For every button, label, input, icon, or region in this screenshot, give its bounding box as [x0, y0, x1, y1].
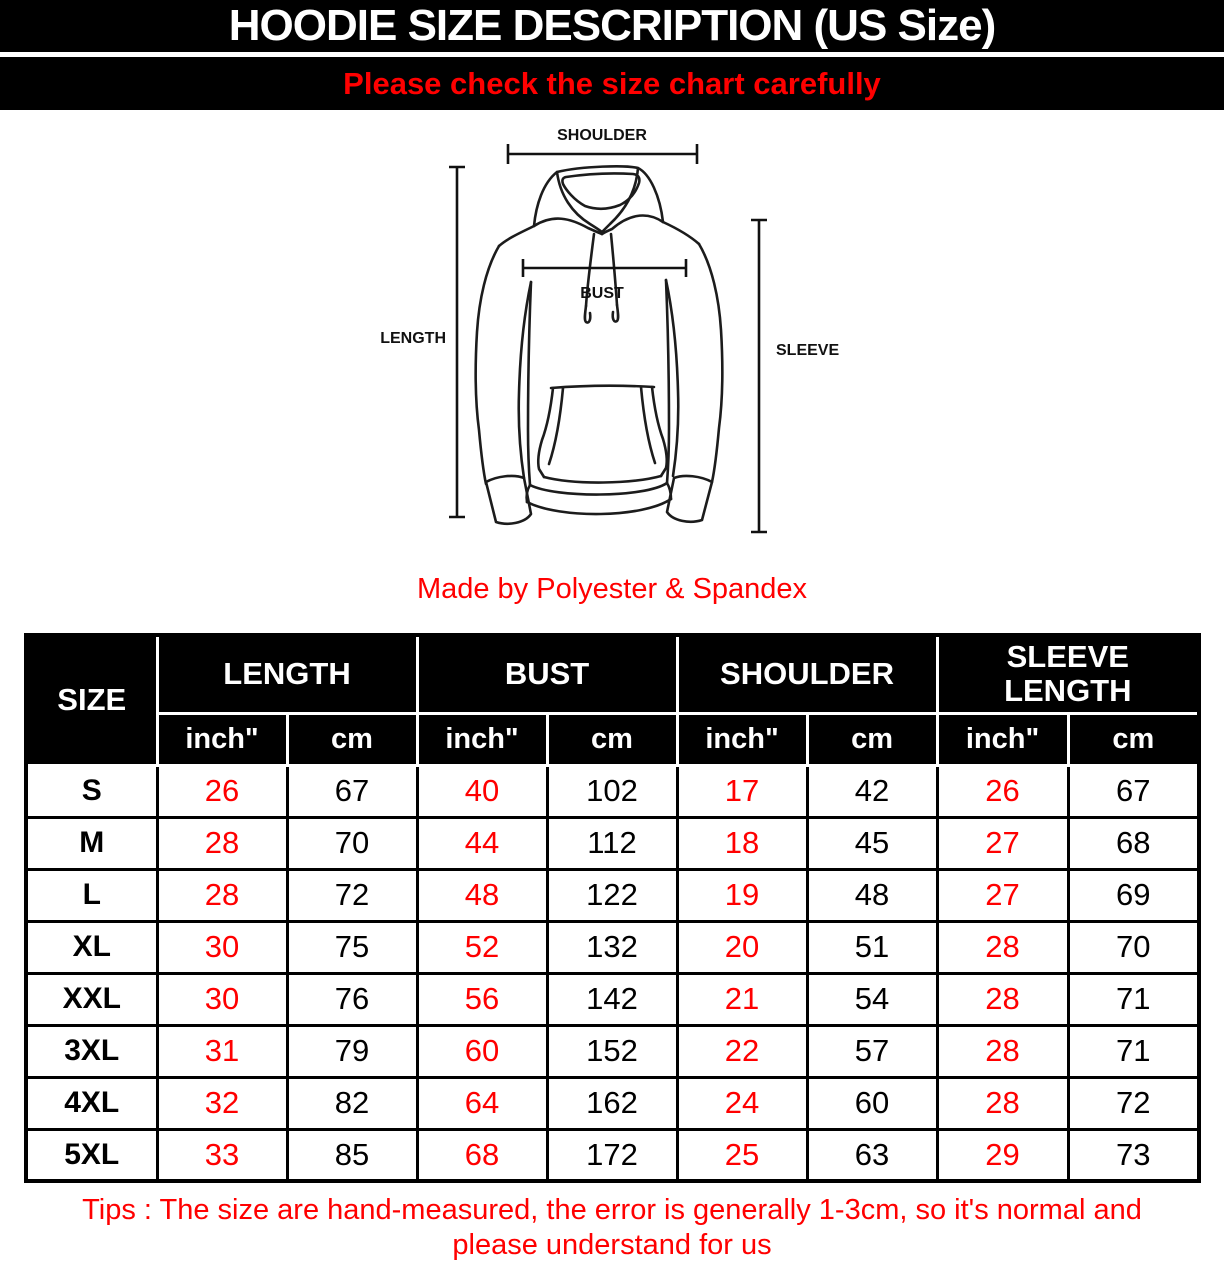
inch-value-cell: 25 [677, 1129, 807, 1181]
inch-value-cell: 44 [417, 817, 547, 869]
inch-value-cell: 52 [417, 921, 547, 973]
page-title-text: HOODIE SIZE DESCRIPTION (US Size) [228, 1, 996, 50]
table-row [26, 765, 1199, 817]
size-cell: S [26, 765, 157, 817]
col-header-sleeve-length: SLEEVE LENGTH [937, 635, 1199, 713]
sleeve-measure-line [751, 220, 767, 532]
table-row [26, 1129, 1199, 1181]
col-header-length: LENGTH [157, 635, 417, 713]
cm-value-cell: 69 [1068, 869, 1199, 921]
inch-value-cell: 68 [417, 1129, 547, 1181]
inch-value-cell: 28 [157, 869, 287, 921]
size-cell: 5XL [26, 1129, 157, 1181]
inch-value-cell: 20 [677, 921, 807, 973]
table-row [26, 973, 1199, 1025]
size-cell: L [26, 869, 157, 921]
unit-header: cm [547, 713, 677, 765]
cm-value-cell: 73 [1068, 1129, 1199, 1181]
inch-value-cell: 40 [417, 765, 547, 817]
inch-value-cell: 30 [157, 921, 287, 973]
cm-value-cell: 76 [287, 973, 417, 1025]
inch-value-cell: 21 [677, 973, 807, 1025]
measurement-lines [449, 144, 767, 532]
page-title [0, 0, 1224, 57]
size-table-head [26, 635, 1199, 765]
inch-value-cell: 48 [417, 869, 547, 921]
cm-value-cell: 172 [547, 1129, 677, 1181]
inch-value-cell: 26 [157, 765, 287, 817]
group-header-row [26, 635, 1199, 713]
inch-value-cell: 19 [677, 869, 807, 921]
inch-value-cell: 24 [677, 1077, 807, 1129]
col-header-bust: BUST [417, 635, 677, 713]
bust-label: BUST [580, 285, 624, 302]
page-subtitle-text: Please check the size chart carefully [343, 65, 881, 101]
unit-header: cm [287, 713, 417, 765]
cm-value-cell: 72 [1068, 1077, 1199, 1129]
cm-value-cell: 72 [287, 869, 417, 921]
size-chart-table [24, 633, 1201, 1183]
cm-value-cell: 142 [547, 973, 677, 1025]
size-cell: XXL [26, 973, 157, 1025]
cm-value-cell: 162 [547, 1077, 677, 1129]
inch-value-cell: 22 [677, 1025, 807, 1077]
inch-value-cell: 56 [417, 973, 547, 1025]
unit-header: cm [1068, 713, 1199, 765]
cm-value-cell: 112 [547, 817, 677, 869]
cm-value-cell: 70 [287, 817, 417, 869]
cm-value-cell: 67 [1068, 765, 1199, 817]
inch-value-cell: 26 [937, 765, 1068, 817]
hoodie-line-art [476, 166, 723, 523]
inch-value-cell: 32 [157, 1077, 287, 1129]
unit-header: inch" [157, 713, 287, 765]
col-header-shoulder: SHOULDER [677, 635, 937, 713]
table-row [26, 869, 1199, 921]
cm-value-cell: 51 [807, 921, 937, 973]
inch-value-cell: 17 [677, 765, 807, 817]
cm-value-cell: 79 [287, 1025, 417, 1077]
hoodie-diagram-svg [0, 110, 1224, 556]
inch-value-cell: 27 [937, 817, 1068, 869]
cm-value-cell: 54 [807, 973, 937, 1025]
inch-value-cell: 28 [157, 817, 287, 869]
table-row [26, 921, 1199, 973]
cm-value-cell: 102 [547, 765, 677, 817]
sleeve-label: SLEEVE [776, 342, 840, 359]
unit-header-row [26, 713, 1199, 765]
unit-header: cm [807, 713, 937, 765]
tips-note: Tips : The size are hand-measured, the error is generally 1-3cm, so it's normal and please understand for us [82, 1194, 1142, 1261]
cm-value-cell: 67 [287, 765, 417, 817]
cm-value-cell: 68 [1068, 817, 1199, 869]
cm-value-cell: 45 [807, 817, 937, 869]
size-cell: M [26, 817, 157, 869]
cm-value-cell: 57 [807, 1025, 937, 1077]
inch-value-cell: 27 [937, 869, 1068, 921]
cm-value-cell: 48 [807, 869, 937, 921]
inch-value-cell: 28 [937, 1077, 1068, 1129]
cm-value-cell: 60 [807, 1077, 937, 1129]
inch-value-cell: 28 [937, 1025, 1068, 1077]
cm-value-cell: 75 [287, 921, 417, 973]
inch-value-cell: 30 [157, 973, 287, 1025]
inch-value-cell: 28 [937, 921, 1068, 973]
shoulder-label: SHOULDER [557, 127, 647, 144]
unit-header: inch" [677, 713, 807, 765]
col-header-size: SIZE [26, 635, 157, 765]
size-cell: XL [26, 921, 157, 973]
inch-value-cell: 64 [417, 1077, 547, 1129]
unit-header: inch" [417, 713, 547, 765]
size-cell: 4XL [26, 1077, 157, 1129]
bust-measure-line [523, 259, 686, 277]
shoulder-measure-line [508, 144, 697, 164]
material-note: Made by Polyester & Spandex [416, 573, 808, 605]
inch-value-cell: 31 [157, 1025, 287, 1077]
hoodie-measurement-diagram [0, 110, 1224, 556]
cm-value-cell: 70 [1068, 921, 1199, 973]
table-row [26, 1077, 1199, 1129]
cm-value-cell: 71 [1068, 973, 1199, 1025]
inch-value-cell: 60 [417, 1025, 547, 1077]
cm-value-cell: 42 [807, 765, 937, 817]
unit-header: inch" [937, 713, 1068, 765]
inch-value-cell: 18 [677, 817, 807, 869]
inch-value-cell: 28 [937, 973, 1068, 1025]
length-label: LENGTH [380, 330, 446, 347]
size-cell: 3XL [26, 1025, 157, 1077]
inch-value-cell: 29 [937, 1129, 1068, 1181]
table-row [26, 1025, 1199, 1077]
table-row [26, 817, 1199, 869]
cm-value-cell: 152 [547, 1025, 677, 1077]
cm-value-cell: 71 [1068, 1025, 1199, 1077]
inch-value-cell: 33 [157, 1129, 287, 1181]
length-measure-line [449, 167, 465, 517]
cm-value-cell: 122 [547, 869, 677, 921]
cm-value-cell: 82 [287, 1077, 417, 1129]
page-subtitle [0, 57, 1224, 110]
cm-value-cell: 132 [547, 921, 677, 973]
cm-value-cell: 85 [287, 1129, 417, 1181]
cm-value-cell: 63 [807, 1129, 937, 1181]
size-table-body [26, 765, 1199, 1181]
